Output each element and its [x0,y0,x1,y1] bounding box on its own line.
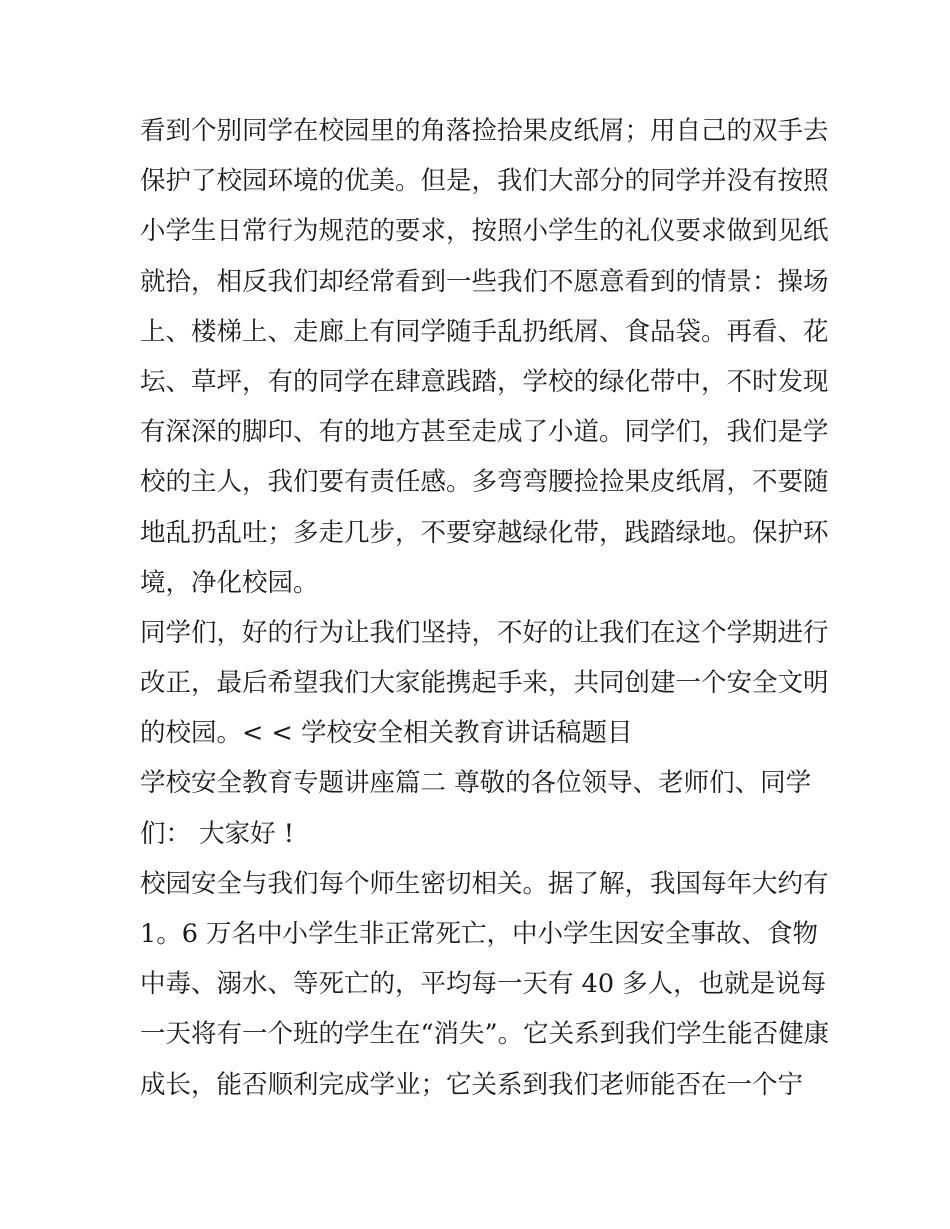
text-line: 坛、草坪，有的同学在肆意践踏，学校的绿化带中，不时发现 [140,366,829,397]
text-line: 有深深的脚印、有的地方甚至走成了小道。同学们，我们是学 [140,417,829,448]
text-line: 成长，能否顺利完成学业；它关系到我们老师能否在一个宁 [140,1069,804,1100]
text-line: 看到个别同学在校园里的角落捡拾果皮纸屑；用自己的双手去 [140,116,829,146]
text-line: 地乱扔乱吐；多走几步，不要穿越绿化带，践踏绿地。保护环 [140,517,829,548]
text-line: 校园安全与我们每个师生密切相关。据了解，我国每年大约有 [140,868,829,899]
text-line: 就拾，相反我们却经常看到一些我们不愿意看到的情景：操场 [140,266,829,297]
text-line: 上、楼梯上、走廊上有同学随手乱扔纸屑、食品袋。再看、花 [140,316,829,347]
text-line: 小学生日常行为规范的要求，按照小学生的礼仪要求做到见纸 [140,216,829,247]
text-line: 的校园。< < 学校安全相关教育讲话稿题目 [140,718,633,749]
text-line: 中毒、溺水、等死亡的，平均每一天有 40 多人，也就是说每 [140,969,827,1000]
text-line: 校的主人，我们要有责任感。多弯弯腰捡捡果皮纸屑，不要随 [140,467,829,498]
text-line: 境，净化校园。 [140,567,319,598]
text-line: 一天将有一个班的学生在“消失”。它关系到我们学生能否健康 [140,1019,830,1050]
text-line: 保护了校园环境的优美。但是，我们大部分的同学并没有按照 [140,166,829,197]
text-line: 们： 大家好 ! [140,818,294,849]
text-line: 1。6 万名中小学生非正常死亡，中小学生因安全事故、食物 [140,919,819,949]
text-line: 学校安全教育专题讲座篇二 尊敬的各位领导、老师们、同学 [140,768,812,799]
body-text [140,106,830,1110]
text-line: 同学们，好的行为让我们坚持，不好的让我们在这个学期进行 [140,617,829,648]
text-line: 改正，最后希望我们大家能携起手来，共同创建一个安全文明 [140,668,829,699]
